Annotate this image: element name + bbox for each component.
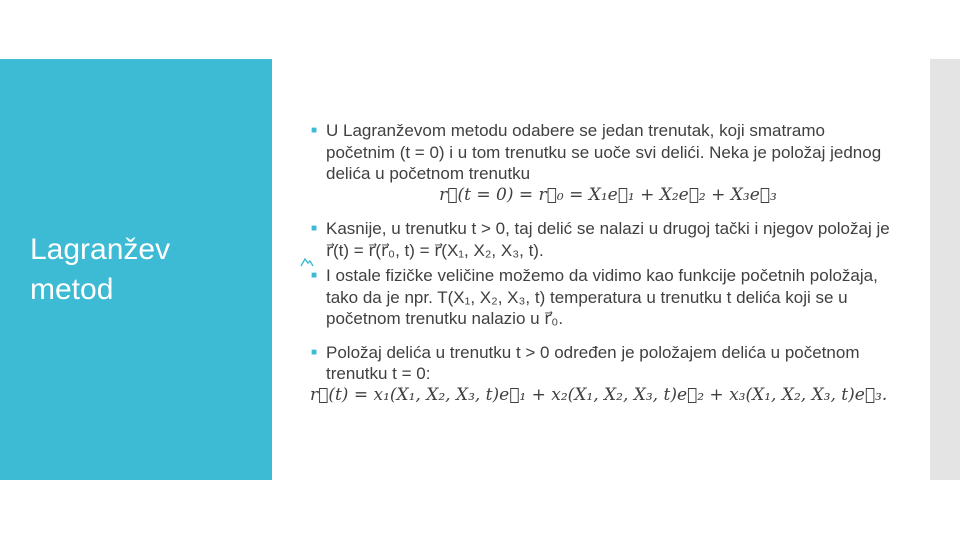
- bullet-item: [310, 265, 890, 330]
- bullet-item: [310, 342, 890, 407]
- bullet-icon: ■: [311, 223, 318, 234]
- bullet-icon: ■: [311, 125, 318, 136]
- bullet-item: [310, 120, 890, 206]
- bullet-text: Kasnije, u trenutku t > 0, taj delić se nalazi u drugoj tački i njegov položaj je r⃗(t) = r⃗(r⃗₀, t) = r⃗(X₁, X₂, X₃, t).: [326, 219, 890, 260]
- slide-title: [30, 230, 170, 310]
- content-body: [310, 120, 890, 418]
- bullet-text: U Lagranževom metodu odabere se jedan trenutak, koji smatramo početnim (t = 0) i u tom trenutku se uoče svi delići. Neka je položaj jednog delića u početnom trenutku: [326, 121, 882, 183]
- equation: r⃗(t) = x₁(X₁, X₂, X₃, t)e⃗₁ + x₂(X₁, X₂, X₃, t)e⃗₂ + x₃(X₁, X₂, X₃, t)e⃗₃.: [310, 384, 888, 405]
- bullet-text: I ostale fizičke veličine možemo da vidimo kao funkcije početnih položaja, tako da je npr. T(X₁, X₂, X₃, t) temperatura u trenutku t delića koji se u početnom trenutku nalazio u r⃗₀.: [326, 266, 878, 328]
- equation: r⃗(t = 0) = r⃗₀ = X₁e⃗₁ + X₂e⃗₂ + X₃e⃗₃: [439, 184, 777, 205]
- bullet-item: [310, 218, 890, 261]
- bullet-text: Položaj delića u trenutku t > 0 određen je položajem delića u početnom trenutku t = 0:: [326, 342, 860, 383]
- bullet-icon: ■: [311, 270, 318, 281]
- right-decorative-strip: [930, 59, 960, 480]
- slide-title-line-2: metod: [30, 273, 114, 306]
- slide-title-line-1: Lagranžev: [30, 233, 171, 266]
- bullet-icon: ■: [311, 346, 318, 358]
